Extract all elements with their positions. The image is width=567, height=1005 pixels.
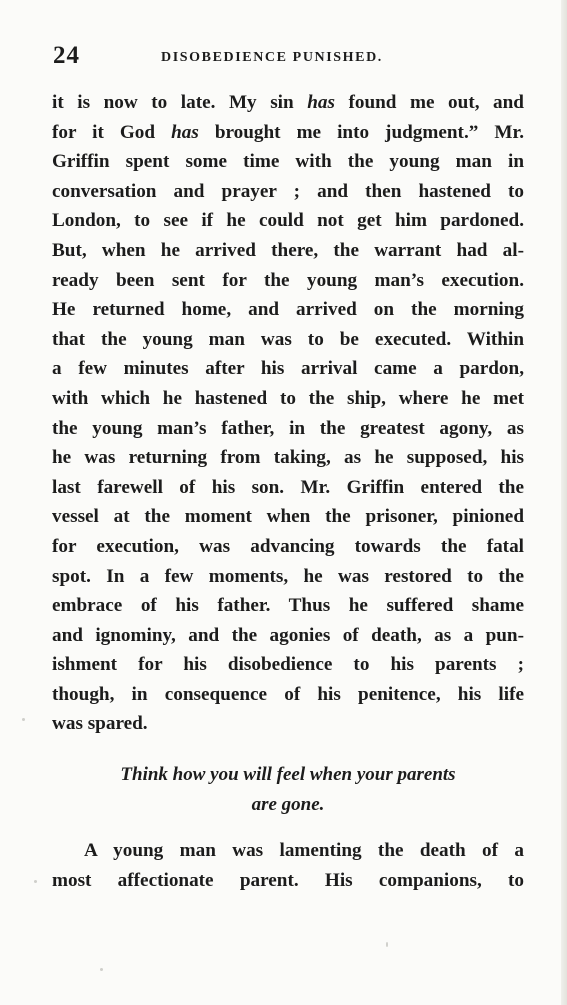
paper-speck [34, 880, 37, 883]
text-line: with which he hastened to the ship, where he met [52, 387, 524, 409]
text-line: Griffin spent some time with the young man in [52, 151, 524, 173]
text-line: it is now to late. My sin has found me out, and [52, 92, 524, 113]
page-edge [561, 0, 567, 1005]
text-line: most affectionate parent. His companions, to [52, 869, 524, 891]
text-line: spot. In a few moments, he was restored to the [52, 565, 524, 587]
text-line: that the young man was to be executed. Within [52, 328, 524, 350]
running-head: DISOBEDIENCE PUNISHED. [161, 50, 383, 65]
text-line: for it God has brought me into judgment.” Mr. [52, 121, 524, 143]
text-line: he was returning from taking, as he supposed, his [52, 447, 524, 469]
text-line: vessel at the moment when the prisoner, pinioned [52, 506, 524, 528]
text-line: though, in consequence of his penitence, his life [52, 683, 524, 705]
text-line: conversation and prayer ; and then hastened to [52, 180, 524, 202]
text-line: for execution, was advancing towards the fatal [52, 535, 524, 557]
text-line: ready been sent for the young man’s execution. [52, 269, 524, 291]
text-line: He returned home, and arrived on the morning [52, 299, 524, 321]
paragraph-new [52, 836, 524, 895]
paragraph-continued [52, 88, 524, 739]
text-line: embrace of his father. Thus he suffered shame [52, 595, 524, 617]
text-line: ishment for his disobedience to his parents ; [52, 654, 524, 676]
text-line: and ignominy, and the agonies of death, as a pun- [52, 624, 524, 646]
text-line: London, to see if he could not get him pardoned. [52, 210, 524, 232]
emphasis: has [307, 92, 335, 113]
paper-speck [386, 942, 388, 947]
text-line: the young man’s father, in the greatest agony, as [52, 417, 524, 439]
text-line: was spared. [52, 713, 148, 735]
text-line: last farewell of his son. Mr. Griffin entered the [52, 476, 524, 498]
section-heading-line: are gone. [251, 794, 325, 815]
page-header [53, 42, 523, 72]
paper-speck [100, 968, 103, 971]
paper-speck [22, 718, 25, 721]
text-line: A young man was lamenting the death of a [84, 840, 524, 861]
emphasis: has [171, 121, 199, 143]
section-heading-line: Think how you will feel when your parents [120, 764, 456, 785]
page-number: 24 [53, 42, 80, 69]
text-line: a few minutes after his arrival came a pardon, [52, 358, 524, 380]
text-line: But, when he arrived there, the warrant had al- [52, 239, 524, 261]
section-heading [52, 760, 524, 820]
